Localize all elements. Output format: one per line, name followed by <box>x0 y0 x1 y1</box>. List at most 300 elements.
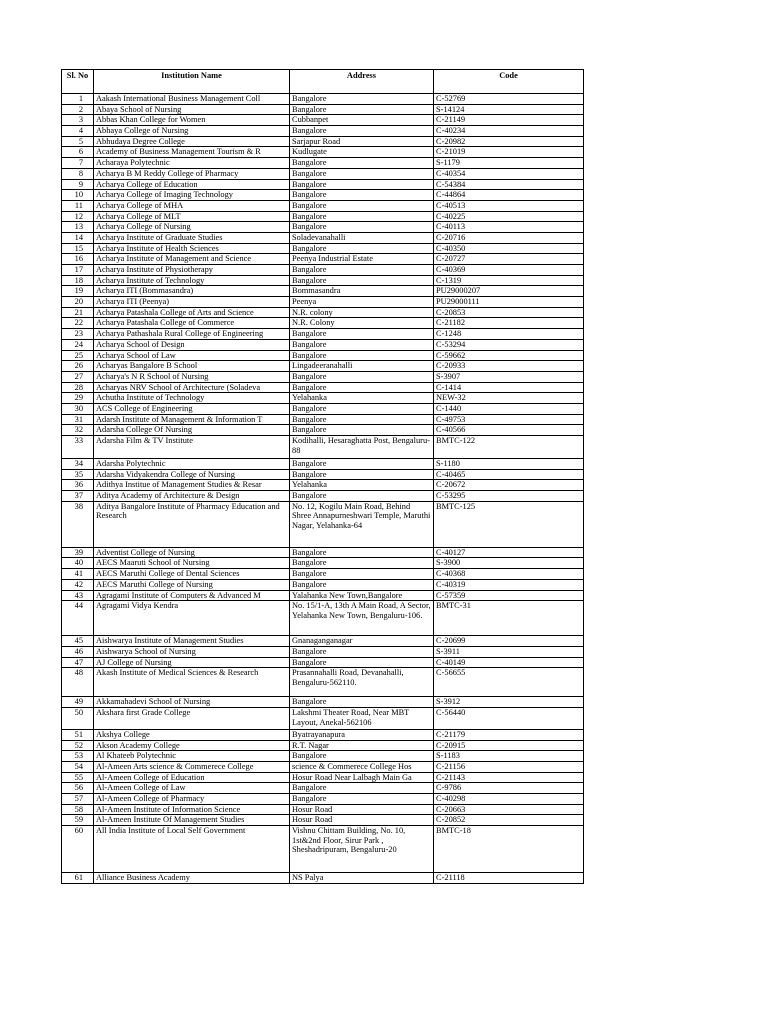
cell-address: Bangalore <box>290 794 434 805</box>
table-row <box>62 459 584 470</box>
cell-institution-name: Acharya ITI (Peenya) <box>94 297 290 308</box>
cell-address: Bangalore <box>290 425 434 436</box>
table-row <box>62 783 584 794</box>
cell-code: C-40319 <box>434 579 584 590</box>
cell-institution-name: Acharya College of MHA <box>94 200 290 211</box>
cell-code: C-40369 <box>434 265 584 276</box>
cell-institution-name: Alliance Business Academy <box>94 873 290 884</box>
table-row <box>62 297 584 308</box>
cell-sl-no: 46 <box>62 646 94 657</box>
cell-address: Lingadeeranahalli <box>290 361 434 372</box>
cell-sl-no: 13 <box>62 222 94 233</box>
cell-institution-name: Adarsha Polytechnic <box>94 459 290 470</box>
cell-code: C-40465 <box>434 469 584 480</box>
table-row <box>62 211 584 222</box>
cell-institution-name: Al-Ameen College of Law <box>94 783 290 794</box>
table-row <box>62 657 584 668</box>
table-row <box>62 697 584 708</box>
table-row <box>62 740 584 751</box>
cell-address: Bangalore <box>290 459 434 470</box>
cell-sl-no: 58 <box>62 804 94 815</box>
cell-sl-no: 7 <box>62 158 94 169</box>
cell-institution-name: Adithya Institue of Management Studies & Resar <box>94 480 290 491</box>
cell-sl-no: 45 <box>62 636 94 647</box>
cell-code: C-20716 <box>434 232 584 243</box>
cell-address: Bangalore <box>290 403 434 414</box>
cell-code: C-54384 <box>434 179 584 190</box>
header-institution-name: Institution Name <box>94 70 290 94</box>
cell-address: Bommasandra <box>290 286 434 297</box>
table-row <box>62 243 584 254</box>
cell-institution-name: Adarsha College Of Nursing <box>94 425 290 436</box>
cell-institution-name: Abhudaya Degree College <box>94 136 290 147</box>
table-row <box>62 168 584 179</box>
cell-institution-name: Acharyas NRV School of Architecture (Soladeva <box>94 382 290 393</box>
table-row <box>62 751 584 762</box>
table-body <box>62 94 584 884</box>
cell-sl-no: 53 <box>62 751 94 762</box>
cell-code: C-21149 <box>434 115 584 126</box>
cell-institution-name: Aditya Bangalore Institute of Pharmacy Education and Research <box>94 501 290 547</box>
cell-code: C-59662 <box>434 350 584 361</box>
cell-address: N.R. colony <box>290 307 434 318</box>
table-row <box>62 393 584 404</box>
cell-code: C-52769 <box>434 94 584 105</box>
cell-sl-no: 11 <box>62 200 94 211</box>
cell-code: C-20915 <box>434 740 584 751</box>
cell-address: Yelahanka <box>290 480 434 491</box>
cell-address: Bangalore <box>290 783 434 794</box>
cell-sl-no: 21 <box>62 307 94 318</box>
table-row <box>62 190 584 201</box>
cell-sl-no: 18 <box>62 275 94 286</box>
cell-sl-no: 9 <box>62 179 94 190</box>
table-row <box>62 469 584 480</box>
cell-institution-name: Agragami Institute of Computers & Advanced M <box>94 590 290 601</box>
cell-code: BMTC-122 <box>434 436 584 459</box>
table-row <box>62 569 584 580</box>
header-code: Code <box>434 70 584 94</box>
cell-sl-no: 37 <box>62 491 94 502</box>
cell-code: C-56440 <box>434 707 584 729</box>
cell-institution-name: Acharya B M Reddy College of Pharmacy <box>94 168 290 179</box>
table-row <box>62 222 584 233</box>
cell-code: C-20933 <box>434 361 584 372</box>
table-row <box>62 136 584 147</box>
cell-code: C-21143 <box>434 772 584 783</box>
table-row <box>62 371 584 382</box>
cell-sl-no: 59 <box>62 815 94 826</box>
cell-address: Gnanaganganagar <box>290 636 434 647</box>
cell-address: Bangalore <box>290 179 434 190</box>
cell-sl-no: 36 <box>62 480 94 491</box>
cell-institution-name: Acharya College of Nursing <box>94 222 290 233</box>
cell-code: BMTC-31 <box>434 601 584 636</box>
cell-institution-name: Adarsha Film & TV Institute <box>94 436 290 459</box>
table-row <box>62 579 584 590</box>
table-row <box>62 873 584 884</box>
table-row <box>62 558 584 569</box>
cell-code: C-40566 <box>434 425 584 436</box>
cell-institution-name: Acharya Institute of Health Sciences <box>94 243 290 254</box>
cell-institution-name: Abhaya College of Nursing <box>94 126 290 137</box>
cell-sl-no: 57 <box>62 794 94 805</box>
cell-institution-name: Al-Ameen College of Education <box>94 772 290 783</box>
cell-institution-name: Aishwarya School of Nursing <box>94 646 290 657</box>
table-row <box>62 668 584 697</box>
cell-sl-no: 26 <box>62 361 94 372</box>
cell-code: C-21182 <box>434 318 584 329</box>
table-row <box>62 318 584 329</box>
cell-code: C-20672 <box>434 480 584 491</box>
cell-institution-name: AECS Maruthi College of Nursing <box>94 579 290 590</box>
cell-institution-name: Akshya College <box>94 729 290 740</box>
cell-institution-name: Acharyas Bangalore B School <box>94 361 290 372</box>
cell-sl-no: 10 <box>62 190 94 201</box>
cell-sl-no: 61 <box>62 873 94 884</box>
cell-address: Bangalore <box>290 751 434 762</box>
table-row <box>62 286 584 297</box>
cell-address: Bangalore <box>290 350 434 361</box>
table-row <box>62 350 584 361</box>
cell-sl-no: 14 <box>62 232 94 243</box>
table-row <box>62 104 584 115</box>
cell-code: C-40350 <box>434 243 584 254</box>
cell-code: S-1179 <box>434 158 584 169</box>
cell-address: Hosur Road <box>290 815 434 826</box>
cell-address: N.R. Colony <box>290 318 434 329</box>
cell-sl-no: 5 <box>62 136 94 147</box>
cell-sl-no: 31 <box>62 414 94 425</box>
cell-sl-no: 48 <box>62 668 94 697</box>
cell-code: C-21019 <box>434 147 584 158</box>
cell-institution-name: Akash Institute of Medical Sciences & Research <box>94 668 290 697</box>
cell-address: Bangalore <box>290 414 434 425</box>
cell-sl-no: 60 <box>62 826 94 873</box>
institution-table <box>61 69 584 884</box>
cell-institution-name: Al-Ameen Arts science & Commerece College <box>94 762 290 773</box>
cell-address: Hosur Road Near Lalbagh Main Ga <box>290 772 434 783</box>
cell-address: Bangalore <box>290 547 434 558</box>
cell-address: Bangalore <box>290 222 434 233</box>
table-row <box>62 826 584 873</box>
cell-institution-name: AECS Maaruti School of Nursing <box>94 558 290 569</box>
cell-sl-no: 15 <box>62 243 94 254</box>
cell-sl-no: 1 <box>62 94 94 105</box>
table-row <box>62 547 584 558</box>
cell-code: S-1180 <box>434 459 584 470</box>
cell-institution-name: Aishwarya Institute of Management Studies <box>94 636 290 647</box>
cell-code: C-40149 <box>434 657 584 668</box>
cell-address: Cubbanpet <box>290 115 434 126</box>
cell-institution-name: Aakash International Business Management Coll <box>94 94 290 105</box>
cell-code: S-3900 <box>434 558 584 569</box>
cell-code: NEW-32 <box>434 393 584 404</box>
cell-address: Bangalore <box>290 646 434 657</box>
cell-institution-name: All India Institute of Local Self Government <box>94 826 290 873</box>
cell-institution-name: Adventist College of Nursing <box>94 547 290 558</box>
table-row <box>62 501 584 547</box>
cell-sl-no: 12 <box>62 211 94 222</box>
cell-code: C-40354 <box>434 168 584 179</box>
table-row <box>62 403 584 414</box>
cell-code: C-40127 <box>434 547 584 558</box>
cell-sl-no: 52 <box>62 740 94 751</box>
cell-sl-no: 2 <box>62 104 94 115</box>
cell-address: Peenya <box>290 297 434 308</box>
header-sl-no: Sl. No <box>62 70 94 94</box>
cell-address: Bangalore <box>290 168 434 179</box>
cell-address: Hosur Road <box>290 804 434 815</box>
cell-institution-name: Adarsha Vidyakendra College of Nursing <box>94 469 290 480</box>
cell-sl-no: 42 <box>62 579 94 590</box>
cell-institution-name: Abbas Khan College for Women <box>94 115 290 126</box>
cell-sl-no: 50 <box>62 707 94 729</box>
cell-sl-no: 8 <box>62 168 94 179</box>
table-row <box>62 590 584 601</box>
table-row <box>62 425 584 436</box>
table-row <box>62 329 584 340</box>
cell-code: C-53295 <box>434 491 584 502</box>
cell-address: Yelahanka <box>290 393 434 404</box>
cell-sl-no: 32 <box>62 425 94 436</box>
cell-institution-name: Academy of Business Management Tourism & R <box>94 147 290 158</box>
cell-code: C-40368 <box>434 569 584 580</box>
cell-code: C-40234 <box>434 126 584 137</box>
cell-institution-name: Al Khateeb Polytechnic <box>94 751 290 762</box>
cell-code: C-40113 <box>434 222 584 233</box>
cell-institution-name: Al-Ameen Institute Of Management Studies <box>94 815 290 826</box>
cell-address: Bangalore <box>290 579 434 590</box>
cell-code: C-9786 <box>434 783 584 794</box>
cell-code: BMTC-125 <box>434 501 584 547</box>
table-row <box>62 115 584 126</box>
cell-address: Prasannahalli Road, Devanahalli, Bengaluru-562110. <box>290 668 434 697</box>
cell-code: C-57359 <box>434 590 584 601</box>
cell-institution-name: Akshara first Grade College <box>94 707 290 729</box>
cell-address: Bangalore <box>290 275 434 286</box>
cell-address: Yalahanka New Town,Bangalore <box>290 590 434 601</box>
cell-code: S-3911 <box>434 646 584 657</box>
table-row <box>62 94 584 105</box>
cell-sl-no: 33 <box>62 436 94 459</box>
table-row <box>62 126 584 137</box>
cell-code: C-1319 <box>434 275 584 286</box>
cell-sl-no: 47 <box>62 657 94 668</box>
cell-sl-no: 54 <box>62 762 94 773</box>
cell-institution-name: Abaya School of Nursing <box>94 104 290 115</box>
table-row <box>62 762 584 773</box>
cell-institution-name: Achutha Institute of Technology <box>94 393 290 404</box>
cell-institution-name: Acharya Patashala College of Arts and Science <box>94 307 290 318</box>
cell-institution-name: Acharya College of MLT <box>94 211 290 222</box>
cell-sl-no: 35 <box>62 469 94 480</box>
cell-sl-no: 22 <box>62 318 94 329</box>
cell-code: C-20982 <box>434 136 584 147</box>
cell-sl-no: 6 <box>62 147 94 158</box>
cell-sl-no: 56 <box>62 783 94 794</box>
cell-address: Bangalore <box>290 211 434 222</box>
cell-sl-no: 30 <box>62 403 94 414</box>
table-row <box>62 436 584 459</box>
cell-address: Sarjapur Road <box>290 136 434 147</box>
cell-sl-no: 44 <box>62 601 94 636</box>
cell-code: S-14124 <box>434 104 584 115</box>
cell-institution-name: Acharya Institute of Graduate Studies <box>94 232 290 243</box>
cell-address: Bangalore <box>290 94 434 105</box>
cell-code: C-40513 <box>434 200 584 211</box>
cell-code: C-20852 <box>434 815 584 826</box>
cell-institution-name: Acharya School of Design <box>94 339 290 350</box>
cell-institution-name: Acharya Institute of Technology <box>94 275 290 286</box>
cell-sl-no: 38 <box>62 501 94 547</box>
cell-address: Bangalore <box>290 657 434 668</box>
table-row <box>62 646 584 657</box>
cell-address: Vishnu Chittam Building, No. 10, 1st&2nd Floor, Sirur Park , Sheshadripuram, Bengaluru-20 <box>290 826 434 873</box>
cell-sl-no: 23 <box>62 329 94 340</box>
cell-code: C-1248 <box>434 329 584 340</box>
cell-address: Bangalore <box>290 569 434 580</box>
cell-institution-name: Agragami Vidya Kendra <box>94 601 290 636</box>
cell-code: C-49753 <box>434 414 584 425</box>
cell-sl-no: 17 <box>62 265 94 276</box>
cell-address: Bangalore <box>290 697 434 708</box>
table-row <box>62 200 584 211</box>
table-row <box>62 307 584 318</box>
cell-code: C-20727 <box>434 254 584 265</box>
cell-code: C-21156 <box>434 762 584 773</box>
table-row <box>62 601 584 636</box>
cell-code: C-1440 <box>434 403 584 414</box>
cell-institution-name: Aditya Academy of Architecture & Design <box>94 491 290 502</box>
cell-sl-no: 40 <box>62 558 94 569</box>
cell-institution-name: Acharaya Polytechnic <box>94 158 290 169</box>
cell-sl-no: 43 <box>62 590 94 601</box>
cell-code: C-21179 <box>434 729 584 740</box>
cell-code: S-1183 <box>434 751 584 762</box>
cell-sl-no: 19 <box>62 286 94 297</box>
cell-code: C-44864 <box>434 190 584 201</box>
table-row <box>62 707 584 729</box>
cell-code: C-1414 <box>434 382 584 393</box>
cell-address: Bangalore <box>290 558 434 569</box>
cell-code: C-53294 <box>434 339 584 350</box>
header-address: Address <box>290 70 434 94</box>
cell-institution-name: Al-Ameen Institute of Information Science <box>94 804 290 815</box>
cell-sl-no: 49 <box>62 697 94 708</box>
table-row <box>62 480 584 491</box>
cell-address: Kodihalli, Hesaraghatta Post, Bengaluru-88 <box>290 436 434 459</box>
cell-address: Bangalore <box>290 371 434 382</box>
cell-sl-no: 3 <box>62 115 94 126</box>
cell-code: C-20699 <box>434 636 584 647</box>
cell-address: No. 15/1-A, 13th A Main Road, A Sector, Yelahanka New Town, Bengaluru-106. <box>290 601 434 636</box>
cell-institution-name: Acharya Pathashala Rural College of Engineering <box>94 329 290 340</box>
cell-code: S-3907 <box>434 371 584 382</box>
cell-code: C-21118 <box>434 873 584 884</box>
cell-address: Bangalore <box>290 469 434 480</box>
cell-address: Bangalore <box>290 243 434 254</box>
header-row <box>62 70 584 94</box>
table-row <box>62 794 584 805</box>
cell-address: Bangalore <box>290 339 434 350</box>
cell-institution-name: Acharya Institute of Management and Science <box>94 254 290 265</box>
cell-institution-name: Acharya's N R School of Nursing <box>94 371 290 382</box>
cell-sl-no: 39 <box>62 547 94 558</box>
cell-sl-no: 28 <box>62 382 94 393</box>
cell-code: C-40225 <box>434 211 584 222</box>
cell-address: Lakshmi Theater Road, Near MBT Layout, Anekal-562106 <box>290 707 434 729</box>
cell-code: PU29000111 <box>434 297 584 308</box>
cell-address: Bangalore <box>290 265 434 276</box>
table-row <box>62 414 584 425</box>
cell-address: science & Commerece College Hos <box>290 762 434 773</box>
cell-address: Bangalore <box>290 158 434 169</box>
cell-address: Bangalore <box>290 200 434 211</box>
cell-sl-no: 41 <box>62 569 94 580</box>
cell-institution-name: Acharya Patashala College of Commerce <box>94 318 290 329</box>
cell-sl-no: 34 <box>62 459 94 470</box>
cell-address: Bangalore <box>290 190 434 201</box>
table-row <box>62 275 584 286</box>
table-row <box>62 147 584 158</box>
cell-address: R.T. Nagar <box>290 740 434 751</box>
cell-institution-name: AECS Maruthi College of Dental Sciences <box>94 569 290 580</box>
table-row <box>62 361 584 372</box>
cell-address: Bangalore <box>290 126 434 137</box>
cell-address: Byatrayanapura <box>290 729 434 740</box>
cell-code: S-3912 <box>434 697 584 708</box>
table-row <box>62 339 584 350</box>
cell-address: No. 12, Kogilu Main Road, Behind Shree Annapurneshwari Temple, Maruthi Nagar, Yelahanka-64 <box>290 501 434 547</box>
cell-sl-no: 24 <box>62 339 94 350</box>
cell-sl-no: 20 <box>62 297 94 308</box>
cell-code: C-20853 <box>434 307 584 318</box>
cell-code: PU29000207 <box>434 286 584 297</box>
cell-address: NS Palya <box>290 873 434 884</box>
cell-code: C-40298 <box>434 794 584 805</box>
cell-address: Bangalore <box>290 382 434 393</box>
cell-sl-no: 4 <box>62 126 94 137</box>
cell-institution-name: Acharya ITI (Bommasandra) <box>94 286 290 297</box>
cell-sl-no: 16 <box>62 254 94 265</box>
cell-institution-name: Akson Academy College <box>94 740 290 751</box>
cell-address: Peenya Industrial Estate <box>290 254 434 265</box>
table-row <box>62 254 584 265</box>
cell-institution-name: Al-Ameen College of Pharmacy <box>94 794 290 805</box>
table-row <box>62 232 584 243</box>
cell-sl-no: 51 <box>62 729 94 740</box>
cell-sl-no: 27 <box>62 371 94 382</box>
cell-address: Bangalore <box>290 104 434 115</box>
cell-address: Bangalore <box>290 491 434 502</box>
cell-institution-name: Adarsh Institute of Management & Information T <box>94 414 290 425</box>
table-row <box>62 636 584 647</box>
table-row <box>62 382 584 393</box>
cell-institution-name: Acharya College of Education <box>94 179 290 190</box>
cell-address: Bangalore <box>290 329 434 340</box>
cell-code: C-20663 <box>434 804 584 815</box>
cell-institution-name: AJ College of Nursing <box>94 657 290 668</box>
cell-institution-name: Acharya College of Imaging Technology <box>94 190 290 201</box>
cell-institution-name: Akkamahadevi School of Nursing <box>94 697 290 708</box>
cell-institution-name: ACS College of Engineering <box>94 403 290 414</box>
table-row <box>62 804 584 815</box>
cell-institution-name: Acharya School of Law <box>94 350 290 361</box>
table-row <box>62 158 584 169</box>
table-row <box>62 265 584 276</box>
cell-institution-name: Acharya Institute of Physiotherapy <box>94 265 290 276</box>
